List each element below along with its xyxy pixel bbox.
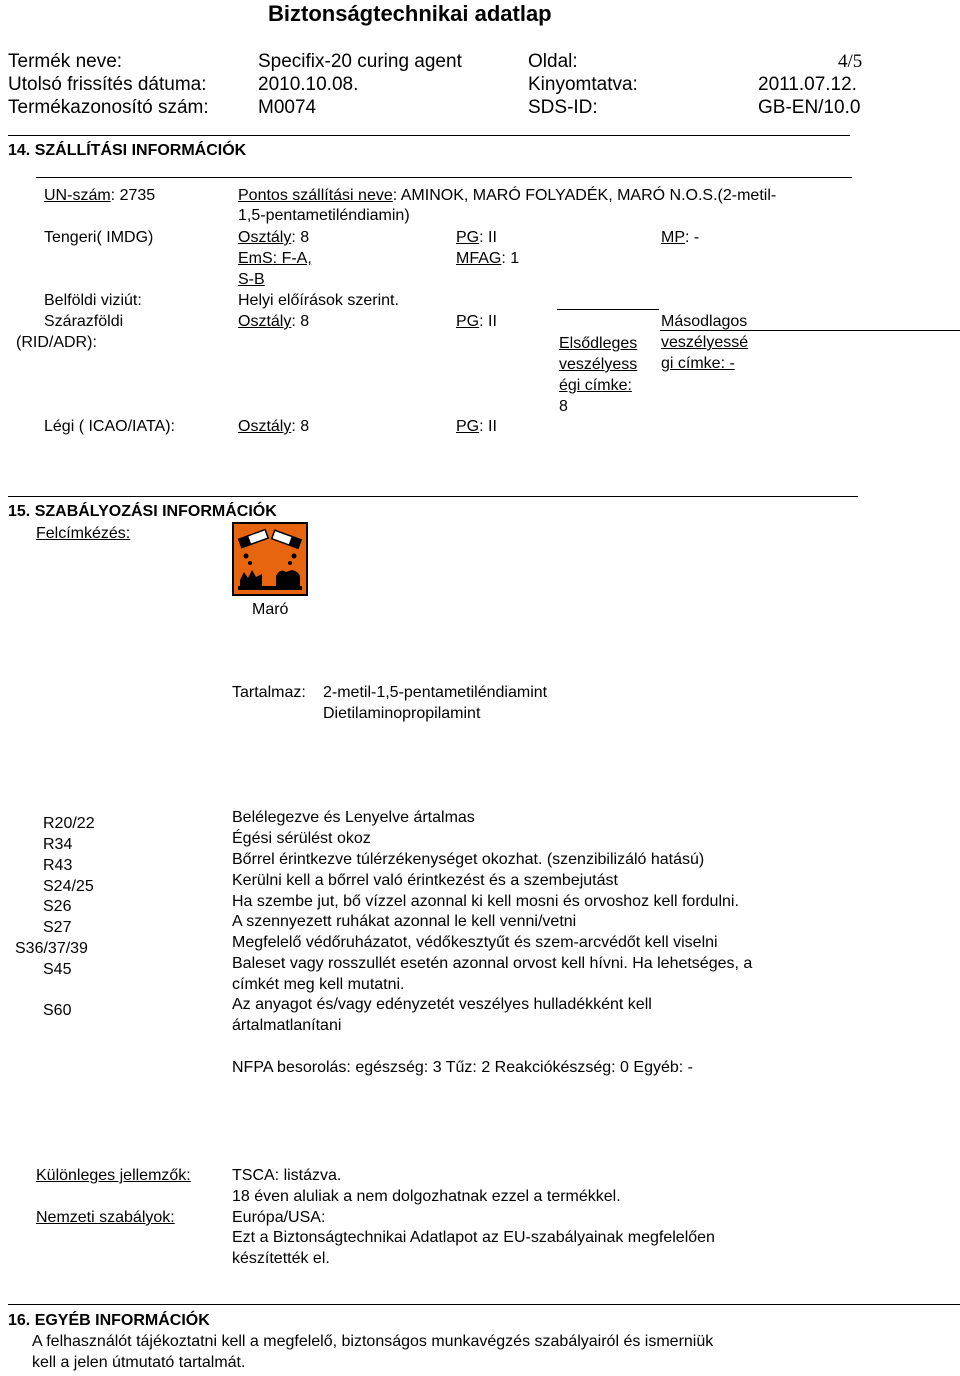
imdg-class: Osztály: 8 <box>238 229 310 246</box>
air-pg: PG: II <box>456 418 497 435</box>
imdg-ems: EmS: F-A, <box>238 250 312 267</box>
phrase-text: címkét meg kell mutatni. <box>232 976 405 993</box>
imdg-label: Tengeri( IMDG) <box>44 229 154 246</box>
code-label: Termékazonosító szám: <box>8 97 209 118</box>
page-value: 4/5 <box>838 51 863 72</box>
land-class: Osztály: 8 <box>238 313 310 330</box>
primary-label-2: veszélyess <box>559 356 638 373</box>
national-2: Ezt a Biztonságtechnikai Adatlapot az EU-szabályainak megfelelően <box>232 1229 715 1246</box>
phrase-code: R20/22 <box>43 815 95 832</box>
un-number: UN-szám: 2735 <box>44 187 156 204</box>
land-label-1: Szárazföldi <box>44 313 124 330</box>
imdg-pg: PG: II <box>456 229 497 246</box>
section16-line-1: A felhasználót tájékoztatni kell a megfelelő, biztonságos munkavégzés szabályairól és ismerniük <box>32 1333 714 1350</box>
imdg-sb: S-B <box>238 271 265 288</box>
national-1: Európa/USA: <box>232 1209 326 1226</box>
primary-label-3: égi címke: <box>559 377 632 394</box>
section14-heading: 14. SZÁLLÍTÁSI INFORMÁCIÓK <box>8 142 247 159</box>
air-class: Osztály: 8 <box>238 418 310 435</box>
sdsid-value: GB-EN/10.0 <box>758 97 861 118</box>
secondary-label-3: gi címke: - <box>661 355 735 372</box>
inland-value: Helyi előírások szerint. <box>238 292 399 309</box>
land-label-2: (RID/ADR): <box>16 334 97 351</box>
inland-label: Belföldi viziút: <box>44 292 142 309</box>
secondary-label-1: Másodlagos <box>661 313 748 330</box>
special-2: 18 éven aluliak a nem dolgozhatnak ezzel a termékkel. <box>232 1188 621 1205</box>
section16-rule <box>8 1304 960 1305</box>
imdg-mp: MP: - <box>661 229 700 246</box>
code-value: M0074 <box>258 97 317 118</box>
printed-label: Kinyomtatva: <box>528 74 638 95</box>
section14-top-rule <box>36 177 852 178</box>
shipping-name-cont: 1,5-pentametiléndiamin) <box>238 207 410 224</box>
phrase-code: S27 <box>43 919 72 936</box>
imdg-mfag: MFAG: 1 <box>456 250 520 267</box>
printed-value: 2011.07.12. <box>758 74 857 95</box>
contains-1: 2-metil-1,5-pentametiléndiamint <box>323 684 548 701</box>
section15-rule <box>8 496 858 497</box>
phrase-text: ártalmatlanítani <box>232 1017 342 1034</box>
phrase-text: Belélegezve és Lenyelve ártalmas <box>232 809 475 826</box>
section15-heading: 15. SZABÁLYOZÁSI INFORMÁCIÓK <box>8 503 277 520</box>
section16-heading: 16. EGYÉB INFORMÁCIÓK <box>8 1312 210 1329</box>
phrase-text: Égési sérülést okoz <box>232 830 371 847</box>
land-pg: PG: II <box>456 313 497 330</box>
primary-value: 8 <box>559 398 568 415</box>
header-rule <box>8 135 850 136</box>
updated-label: Utolsó frissítés dátuma: <box>8 74 207 95</box>
sdsid-label: SDS-ID: <box>528 97 598 118</box>
pictogram-caption: Maró <box>252 601 289 618</box>
secondary-label-2: veszélyessé <box>661 334 749 351</box>
phrase-code: R34 <box>43 836 73 853</box>
contains-2: Dietilaminopropilamint <box>323 705 481 722</box>
special-1: TSCA: listázva. <box>232 1167 342 1184</box>
corrosive-pictogram-icon <box>232 522 308 596</box>
phrase-text: Kerülni kell a bőrrel való érintkezést és a szembejutást <box>232 872 618 889</box>
phrase-code: S24/25 <box>43 878 94 895</box>
phrase-text: Megfelelő védőruházatot, védőkesztyűt és szem-arcvédőt kell viselni <box>232 934 718 951</box>
page-title: Biztonságtechnikai adatlap <box>268 1 552 26</box>
phrase-text: Ha szembe jut, bő vízzel azonnal ki kell mosni és orvoshoz kell fordulni. <box>232 893 739 910</box>
phrase-text: Az anyagot és/vagy edényzetét veszélyes hulladékként kell <box>232 996 652 1013</box>
labelling-label: Felcímkézés: <box>36 525 131 542</box>
phrase-code: R43 <box>43 857 73 874</box>
phrase-code: S36/37/39 <box>15 940 88 957</box>
phrase-code: S60 <box>43 1002 72 1019</box>
phrase-text: Baleset vagy rosszullét esetén azonnal orvost kell hívni. Ha lehetséges, a <box>232 955 753 972</box>
national-3: készítették el. <box>232 1250 330 1267</box>
section16-line-2: kell a jelen útmutató tartalmát. <box>32 1354 246 1371</box>
label-top-rule <box>557 309 659 310</box>
phrase-code: S45 <box>43 961 72 978</box>
nfpa-rating: NFPA besorolás: egészség: 3 Tűz: 2 Reakciókészség: 0 Egyéb: - <box>232 1059 693 1076</box>
secondary-rule <box>660 330 960 331</box>
updated-value: 2010.10.08. <box>258 74 359 95</box>
product-label: Termék neve: <box>8 51 123 72</box>
phrase-text: Bőrrel érintkezve túlérzékenységet okozhat. (szenzibilizáló hatású) <box>232 851 705 868</box>
shipping-name: Pontos szállítási neve: AMINOK, MARÓ FOLYADÉK, MARÓ N.O.S.(2-metil- <box>238 187 777 204</box>
primary-label-1: Elsődleges <box>559 335 638 352</box>
contains-label: Tartalmaz: <box>232 684 306 701</box>
special-label: Különleges jellemzők: <box>36 1167 191 1184</box>
phrase-code: S26 <box>43 898 72 915</box>
national-label: Nemzeti szabályok: <box>36 1209 175 1226</box>
phrase-text: A szennyezett ruhákat azonnal le kell venni/vetni <box>232 913 577 930</box>
product-value: Specifix-20 curing agent <box>258 51 462 72</box>
air-label: Légi ( ICAO/IATA): <box>44 418 175 435</box>
page-label: Oldal: <box>528 51 578 72</box>
